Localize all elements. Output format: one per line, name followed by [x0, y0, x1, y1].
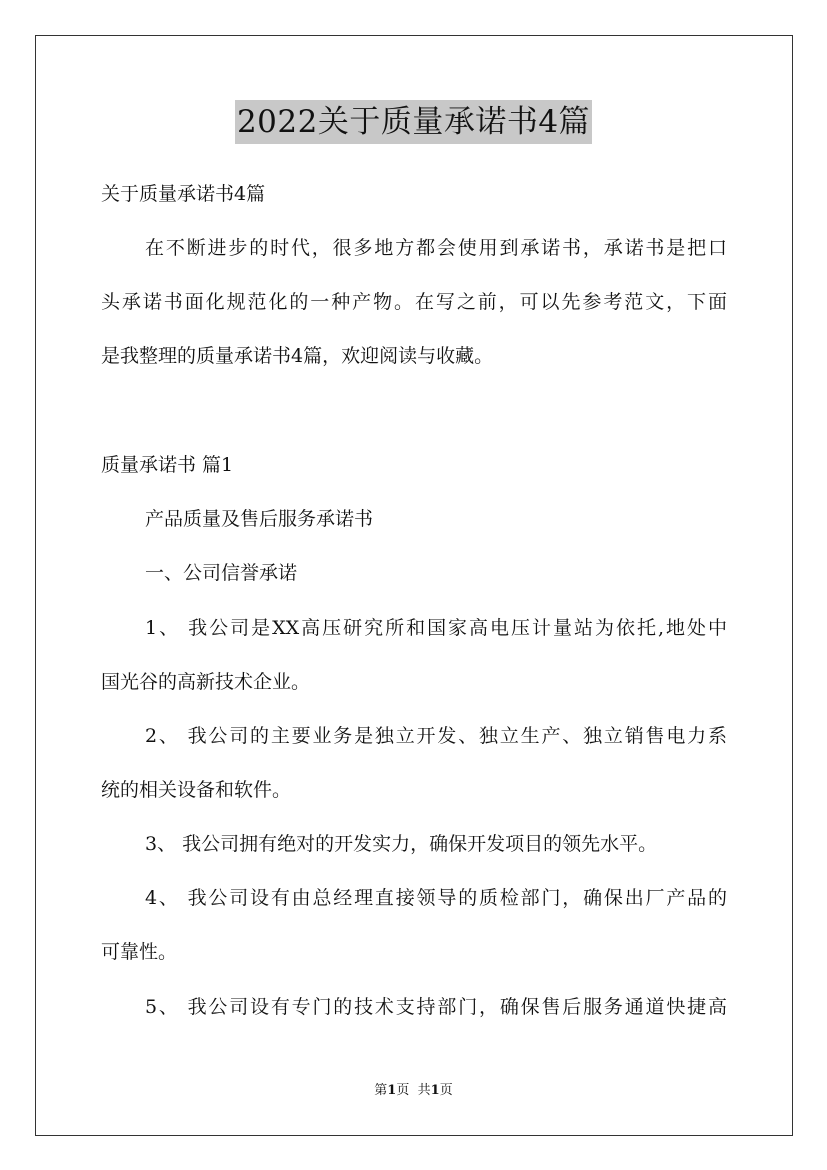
page-footer: [0, 1082, 827, 1100]
document-name: 产品质量及售后服务承诺书: [145, 508, 374, 530]
intro-line-1: 在不断进步的时代，很多地方都会使用到承诺书，承诺书是把口: [145, 237, 727, 259]
item-1-line-2: 国光谷的高新技术企业。: [101, 671, 311, 693]
footer-page-number: 1: [387, 1083, 397, 1098]
title-container: [0, 100, 827, 144]
item-2-line-2: 统的相关设备和软件。: [101, 779, 292, 801]
item-5-line-1: 5、 我公司设有专门的技术支持部门，确保售后服务通道快捷高: [145, 996, 727, 1018]
item-1-line-1: 1、 我公司是XX高压研究所和国家高电压计量站为依托,地处中: [145, 617, 727, 639]
intro-line-3: 是我整理的质量承诺书4篇，欢迎阅读与收藏。: [101, 345, 494, 367]
section-heading: 质量承诺书 篇1: [101, 454, 234, 476]
footer-total-number: 1: [430, 1083, 440, 1098]
footer-page-suffix: 页: [396, 1083, 410, 1098]
footer-total-suffix: 页: [439, 1083, 453, 1098]
item-3-line-1: 3、 我公司拥有绝对的开发实力，确保开发项目的领先水平。: [145, 833, 658, 855]
document-title: 2022关于质量承诺书4篇: [235, 100, 592, 144]
item-4-line-2: 可靠性。: [101, 941, 178, 963]
footer-total-prefix: 共: [417, 1083, 431, 1098]
document-subtitle: 关于质量承诺书4篇: [101, 183, 266, 205]
footer-page-prefix: 第: [374, 1083, 388, 1098]
item-2-line-1: 2、 我公司的主要业务是独立开发、独立生产、独立销售电力系: [145, 725, 727, 747]
item-4-line-1: 4、 我公司设有由总经理直接领导的质检部门，确保出厂产品的: [145, 887, 727, 909]
section-one-heading: 一、公司信誉承诺: [145, 562, 298, 584]
intro-line-2: 头承诺书面化规范化的一种产物。在写之前，可以先参考范文，下面: [101, 291, 727, 313]
